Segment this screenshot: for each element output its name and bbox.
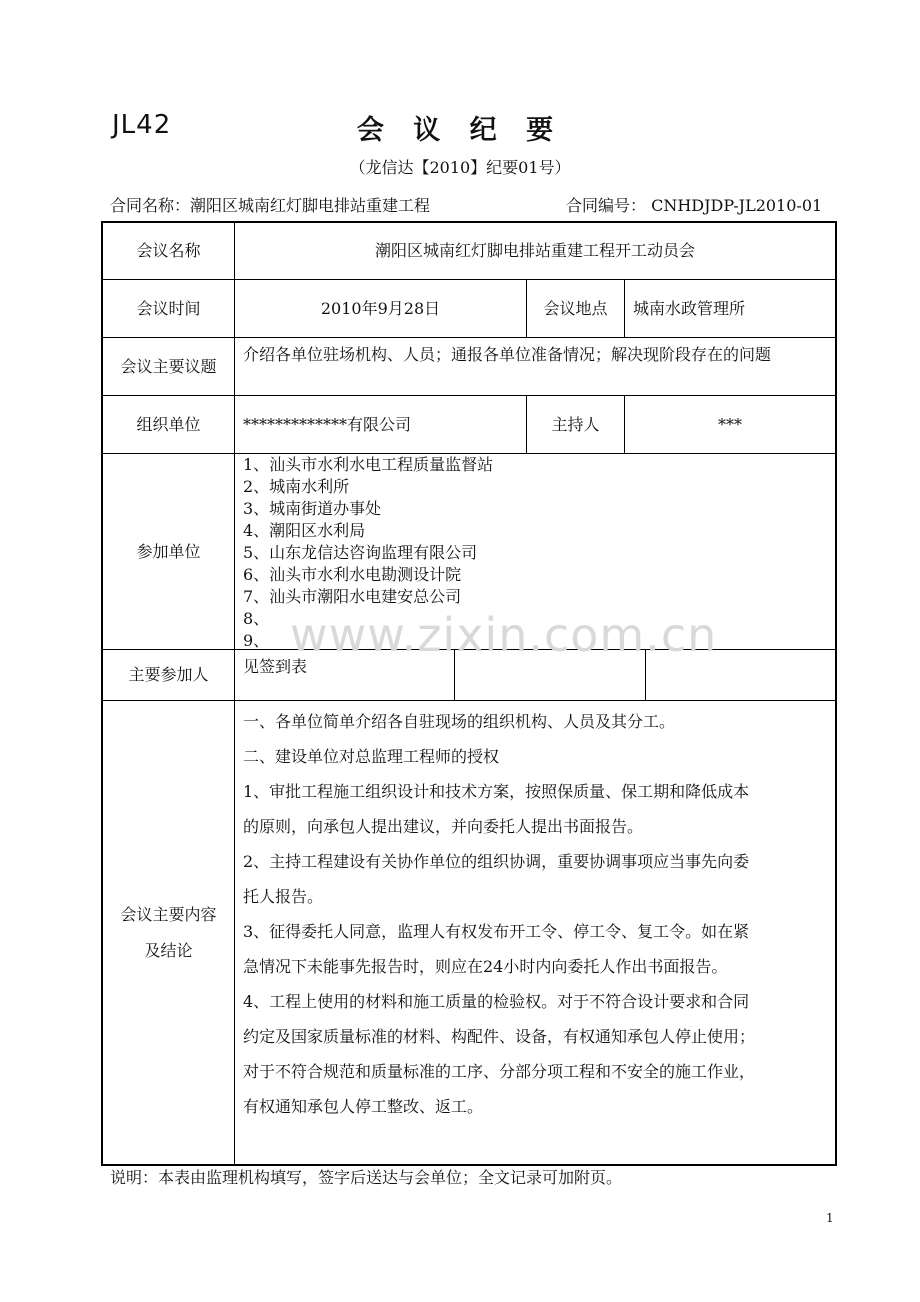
meeting-time-label: 会议时间 <box>136 298 201 318</box>
document-title: 会 议 纪 要 <box>356 115 564 146</box>
organizer-label: 组织单位 <box>136 414 201 434</box>
content-line: 对于不符合规范和质量标准的工序、分部分项工程和不安全的施工作业， <box>243 1062 756 1081</box>
footer-note: 说明：本表由监理机构填写，签字后送达与会单位；全文记录可加附页。 <box>110 1168 623 1187</box>
list-item: 4、潮阳区水利局 <box>243 521 366 540</box>
meeting-topic-label: 会议主要议题 <box>120 356 217 376</box>
meeting-content <box>243 704 833 1162</box>
content-label <box>103 701 234 1164</box>
content-line: 2、主持工程建设有关协作单位的组织协调，重要协调事项应当事先向委 <box>243 852 750 871</box>
list-item: 7、汕头市潮阳水电建安总公司 <box>243 587 462 606</box>
organizer: *************有限公司 <box>243 414 412 434</box>
content-line: 1、审批工程施工组织设计和技术方案，按照保质量、保工期和降低成本 <box>243 782 750 801</box>
document-number: （龙信达【2010】纪要01号） <box>349 158 571 177</box>
form-code: JL42 <box>112 110 172 140</box>
meeting-location: 城南水政管理所 <box>633 298 746 318</box>
meeting-name: 潮阳区城南红灯脚电排站重建工程开工动员会 <box>374 241 695 260</box>
content-label-line1: 会议主要内容 <box>120 904 217 924</box>
list-item: 5、山东龙信达咨询监理有限公司 <box>243 543 478 562</box>
list-item: 1、汕头市水利水电工程质量监督站 <box>243 455 494 474</box>
list-item: 2、城南水利所 <box>243 477 350 496</box>
list-item: 9、 <box>243 631 270 650</box>
meeting-location-label: 会议地点 <box>543 298 608 318</box>
content-line: 3、征得委托人同意，监理人有权发布开工令、停工令、复工令。如在紧 <box>243 922 750 941</box>
content-line: 一、各单位简单介绍各自驻现场的组织机构、人员及其分工。 <box>243 712 676 731</box>
watermark: www.zixin.com.cn <box>290 608 718 662</box>
content-line: 有权通知承包人停工整改、返工。 <box>243 1097 484 1116</box>
content-label-line2: 及结论 <box>144 940 193 960</box>
meeting-time: 2010年9月28日 <box>320 298 441 318</box>
contract-name: 合同名称：潮阳区城南红灯脚电排站重建工程 <box>110 196 431 215</box>
list-item: 3、城南街道办事处 <box>243 499 382 518</box>
meeting-topic: 介绍各单位驻场机构、人员；通报各单位准备情况；解决现阶段存在的问题 <box>243 345 772 364</box>
content-line: 二、建设单位对总监理工程师的授权 <box>243 747 500 766</box>
main-attendees: 见签到表 <box>243 657 308 676</box>
main-attendees-label: 主要参加人 <box>128 665 209 684</box>
participants-label: 参加单位 <box>136 541 201 561</box>
list-item: 8、 <box>243 609 270 628</box>
content-line: 急情况下未能事先报告时，则应在24小时内向委托人作出书面报告。 <box>243 957 728 976</box>
list-item: 6、汕头市水利水电勘测设计院 <box>243 565 462 584</box>
content-line: 4、工程上使用的材料和施工质量的检验权。对于不符合设计要求和合同 <box>243 992 750 1011</box>
host: *** <box>718 414 742 434</box>
page-number: 1 <box>826 1211 834 1225</box>
content-line: 约定及国家质量标准的材料、构配件、设备，有权通知承包人停止使用； <box>243 1027 756 1046</box>
contract-number: 合同编号： CNHDJDP-JL2010-01 <box>566 196 823 215</box>
meeting-name-label: 会议名称 <box>136 241 201 260</box>
host-label: 主持人 <box>551 414 600 434</box>
content-line: 的原则，向承包人提出建议，并向委托人提出书面报告。 <box>243 817 644 836</box>
content-line: 托人报告。 <box>243 887 324 906</box>
